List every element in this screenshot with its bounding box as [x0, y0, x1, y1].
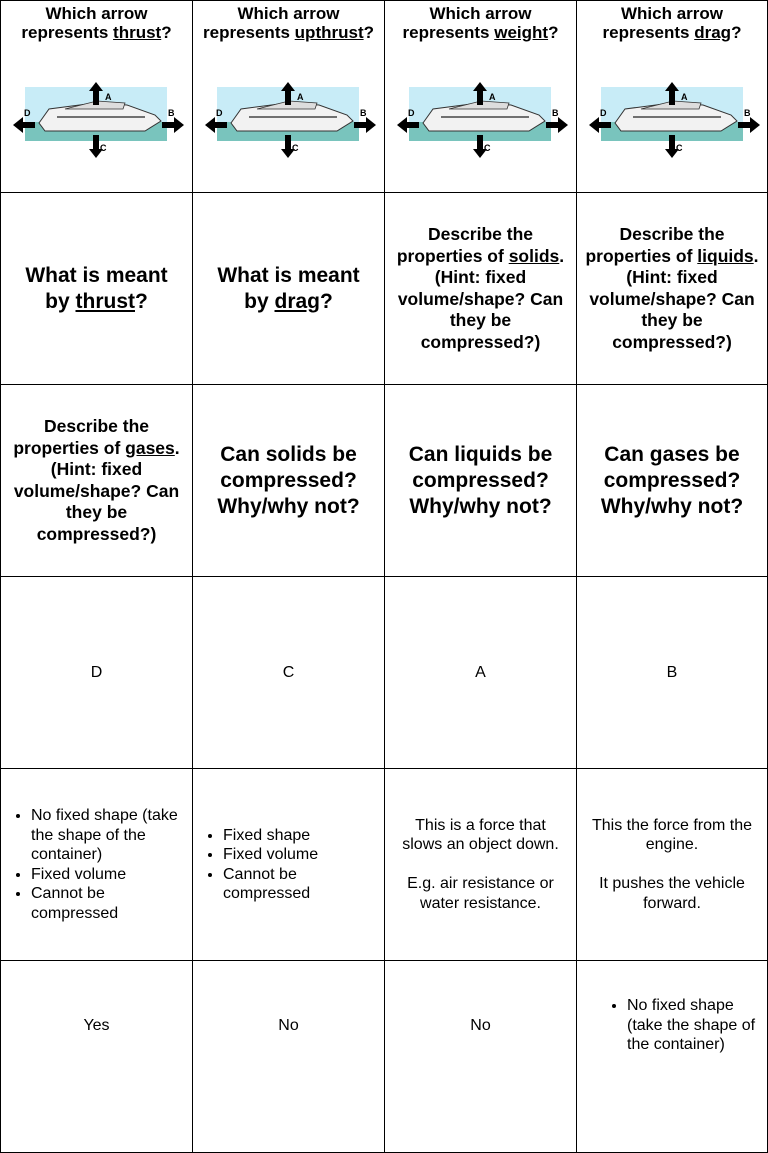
- card-r1c1: [0, 0, 193, 193]
- answer-text: D: [90, 663, 103, 681]
- arrow-label-d: D: [408, 108, 415, 118]
- arrow-label-a: A: [105, 92, 112, 102]
- boat-force-diagram: [5, 79, 190, 169]
- card-r2c1: [0, 192, 193, 385]
- arrow-label-c: C: [100, 143, 107, 153]
- bullet-item: • No fixed shape (take the shape of the container): [627, 996, 761, 1055]
- answer-text: No: [278, 1017, 299, 1034]
- card-r3c2: [192, 384, 385, 577]
- card-r5c1: [0, 768, 193, 961]
- bullet-item: • Fixed volume: [223, 845, 378, 865]
- bullet-item: • Fixed shape: [223, 826, 378, 846]
- answer-text: No: [470, 1017, 491, 1034]
- bullet-item: • No fixed shape (take the shape of the container): [31, 806, 186, 865]
- arrow-label-a: A: [297, 92, 304, 102]
- card-r4c4: [576, 576, 768, 769]
- arrow-label-b: B: [360, 108, 367, 118]
- arrow-label-b: B: [744, 108, 751, 118]
- card-r1c4: [576, 0, 768, 193]
- arrow-label-d: D: [24, 108, 31, 118]
- card-r2c4: [576, 192, 768, 385]
- card-r5c4: [576, 768, 768, 961]
- question-text: Can solids be compressed? Why/why not?: [217, 442, 360, 518]
- question-text: Describe the properties of solids. (Hint: fixed volume/shape? Can they be compressed?): [396, 224, 565, 352]
- answer-text: This is a force that slows an object down. E.g. air resistance or water resistance.: [402, 816, 559, 912]
- arrow-label-c: C: [676, 143, 683, 153]
- card-r3c1: [0, 384, 193, 577]
- question-text: Describe the properties of gases. (Hint: fixed volume/shape? Can they be compressed?): [13, 416, 180, 544]
- arrow-label-d: D: [216, 108, 223, 118]
- answer-text: This the force from the engine. It pushes the vehicle forward.: [591, 816, 753, 912]
- boat-force-diagram: [389, 79, 574, 169]
- answer-text: Yes: [83, 1017, 110, 1034]
- card-r5c2: [192, 768, 385, 961]
- arrow-label-a: A: [681, 92, 688, 102]
- question-text: Which arrow represents weight?: [402, 4, 559, 42]
- arrow-label-d: D: [600, 108, 607, 118]
- card-r1c3: [384, 0, 577, 193]
- question-text: What is meant by drag?: [217, 263, 360, 313]
- card-r4c3: [384, 576, 577, 769]
- bullet-item: • Cannot be compressed: [31, 884, 186, 923]
- arrow-label-c: C: [484, 143, 491, 153]
- arrow-label-b: B: [168, 108, 175, 118]
- answer-bullet-list: [577, 961, 767, 1055]
- card-r6c2: [192, 960, 385, 1153]
- card-r6c3: [384, 960, 577, 1153]
- card-r2c3: [384, 192, 577, 385]
- answer-text: B: [666, 663, 678, 681]
- card-r2c2: [192, 192, 385, 385]
- arrow-label-b: B: [552, 108, 559, 118]
- boat-force-diagram: [197, 79, 382, 169]
- answer-bullet-list: [193, 826, 384, 904]
- answer-bullet-list: [1, 806, 192, 923]
- card-r5c3: [384, 768, 577, 961]
- question-text: What is meant by thrust?: [25, 263, 168, 313]
- answer-text: A: [475, 663, 486, 681]
- card-r4c2: [192, 576, 385, 769]
- card-r3c4: [576, 384, 768, 577]
- boat-force-diagram: [581, 79, 766, 169]
- question-text: Describe the properties of liquids. (Hint: fixed volume/shape? Can they be compressed?): [585, 224, 759, 352]
- card-r6c4: [576, 960, 768, 1153]
- question-text: Can liquids be compressed? Why/why not?: [408, 442, 553, 518]
- question-text: Which arrow represents thrust?: [21, 4, 172, 42]
- card-r1c2: [192, 0, 385, 193]
- card-r6c1: [0, 960, 193, 1153]
- bullet-item: • Fixed volume: [31, 865, 186, 885]
- bullet-item: • Cannot be compressed: [223, 865, 378, 904]
- question-text: Can gases be compressed? Why/why not?: [600, 442, 744, 518]
- arrow-label-a: A: [489, 92, 496, 102]
- card-r4c1: [0, 576, 193, 769]
- card-r3c3: [384, 384, 577, 577]
- answer-text: C: [282, 663, 295, 681]
- arrow-label-c: C: [292, 143, 299, 153]
- question-text: Which arrow represents drag?: [602, 4, 742, 42]
- question-text: Which arrow represents upthrust?: [203, 4, 374, 42]
